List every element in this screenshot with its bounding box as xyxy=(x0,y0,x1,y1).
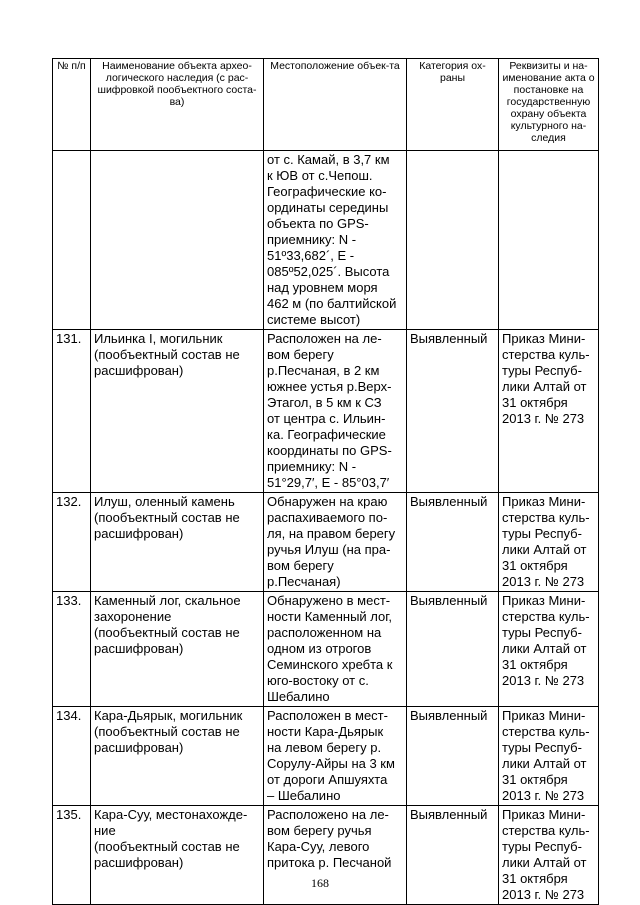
cell-object-name xyxy=(91,151,264,330)
table-row xyxy=(53,330,599,493)
cell-number: 132. xyxy=(53,493,91,592)
header-object-name: Наименование объекта архео-логического наследия (с рас-шифровкой пообъектного соста-ва) xyxy=(91,59,264,151)
cell-object-name: Кара-Суу, местонахожде- ние (пообъектный состав не расшифрован) xyxy=(91,806,264,905)
table-row-continuation xyxy=(53,151,599,330)
cell-category xyxy=(407,151,499,330)
cell-act xyxy=(499,151,599,330)
cell-category: Выявленный xyxy=(407,330,499,493)
cell-category: Выявленный xyxy=(407,806,499,905)
cell-act: Приказ Мини- стерства куль- туры Респуб- лики Алтай от 31 октября 2013 г. № 273 xyxy=(499,592,599,707)
table-row xyxy=(53,592,599,707)
cell-number: 134. xyxy=(53,707,91,806)
cell-location: Расположен в мест- ности Кара-Дьярык на левом берегу р. Сорулу-Айры на 3 км от дороги Апшуяхта – Шебалино xyxy=(264,707,407,806)
cell-object-name: Каменный лог, скальное захоронение (пообъектный состав не расшифрован) xyxy=(91,592,264,707)
table-header-row xyxy=(53,59,599,151)
table-row xyxy=(53,707,599,806)
cell-act: Приказ Мини- стерства куль- туры Респуб- лики Алтай от 31 октября 2013 г. № 273 xyxy=(499,330,599,493)
cell-location: Расположено на ле- вом берегу ручья Кара-Суу, левого притока р. Песчаной xyxy=(264,806,407,905)
cell-act: Приказ Мини- стерства куль- туры Респуб- лики Алтай от 31 октября 2013 г. № 273 xyxy=(499,806,599,905)
page-number: 168 xyxy=(311,876,329,890)
cell-number xyxy=(53,151,91,330)
cell-location: Расположен на ле- вом берегу р.Песчаная, в 2 км южнее устья р.Верх- Этагол, в 5 км к СЗ от центра с. Ильин- ка. Географические координаты по GPS- приемнику: N - 51°29,7′, E - 85°03,7′ xyxy=(264,330,407,493)
cell-category: Выявленный xyxy=(407,493,499,592)
cell-location: от с. Камай, в 3,7 км к ЮВ от с.Чепош. Географические ко- ординаты середины объекта по GPS- приемнику: N - 51º33,682´, E - 085º52,025´. Высота над уровнем моря 462 м (по балтийской системе высот) xyxy=(264,151,407,330)
cell-number: 131. xyxy=(53,330,91,493)
header-category: Категория ох-раны xyxy=(407,59,499,151)
cell-location: Обнаружено в мест- ности Каменный лог, расположенном на одном из отрогов Семинского хребта к юго-востоку от с. Шебалино xyxy=(264,592,407,707)
table-row xyxy=(53,493,599,592)
header-act: Реквизиты и на-именование акта о постановке на государственную охрану объекта культурного на-следия xyxy=(499,59,599,151)
header-number: № п/п xyxy=(53,59,91,151)
cell-act: Приказ Мини- стерства куль- туры Респуб- лики Алтай от 31 октября 2013 г. № 273 xyxy=(499,493,599,592)
cell-object-name: Кара-Дьярык, могильник (пообъектный состав не расшифрован) xyxy=(91,707,264,806)
cell-object-name: Ильинка I, могильник (пообъектный состав не расшифрован) xyxy=(91,330,264,493)
cell-act: Приказ Мини- стерства куль- туры Респуб- лики Алтай от 31 октября 2013 г. № 273 xyxy=(499,707,599,806)
cell-category: Выявленный xyxy=(407,592,499,707)
cell-number: 133. xyxy=(53,592,91,707)
cell-number: 135. xyxy=(53,806,91,905)
heritage-objects-table xyxy=(52,58,599,905)
header-location: Местоположение объек-та xyxy=(264,59,407,151)
cell-location: Обнаружен на краю распахиваемого по- ля, на правом берегу ручья Илуш (на пра- вом берегу р.Песчаная) xyxy=(264,493,407,592)
cell-category: Выявленный xyxy=(407,707,499,806)
cell-object-name: Илуш, оленный камень (пообъектный состав не расшифрован) xyxy=(91,493,264,592)
